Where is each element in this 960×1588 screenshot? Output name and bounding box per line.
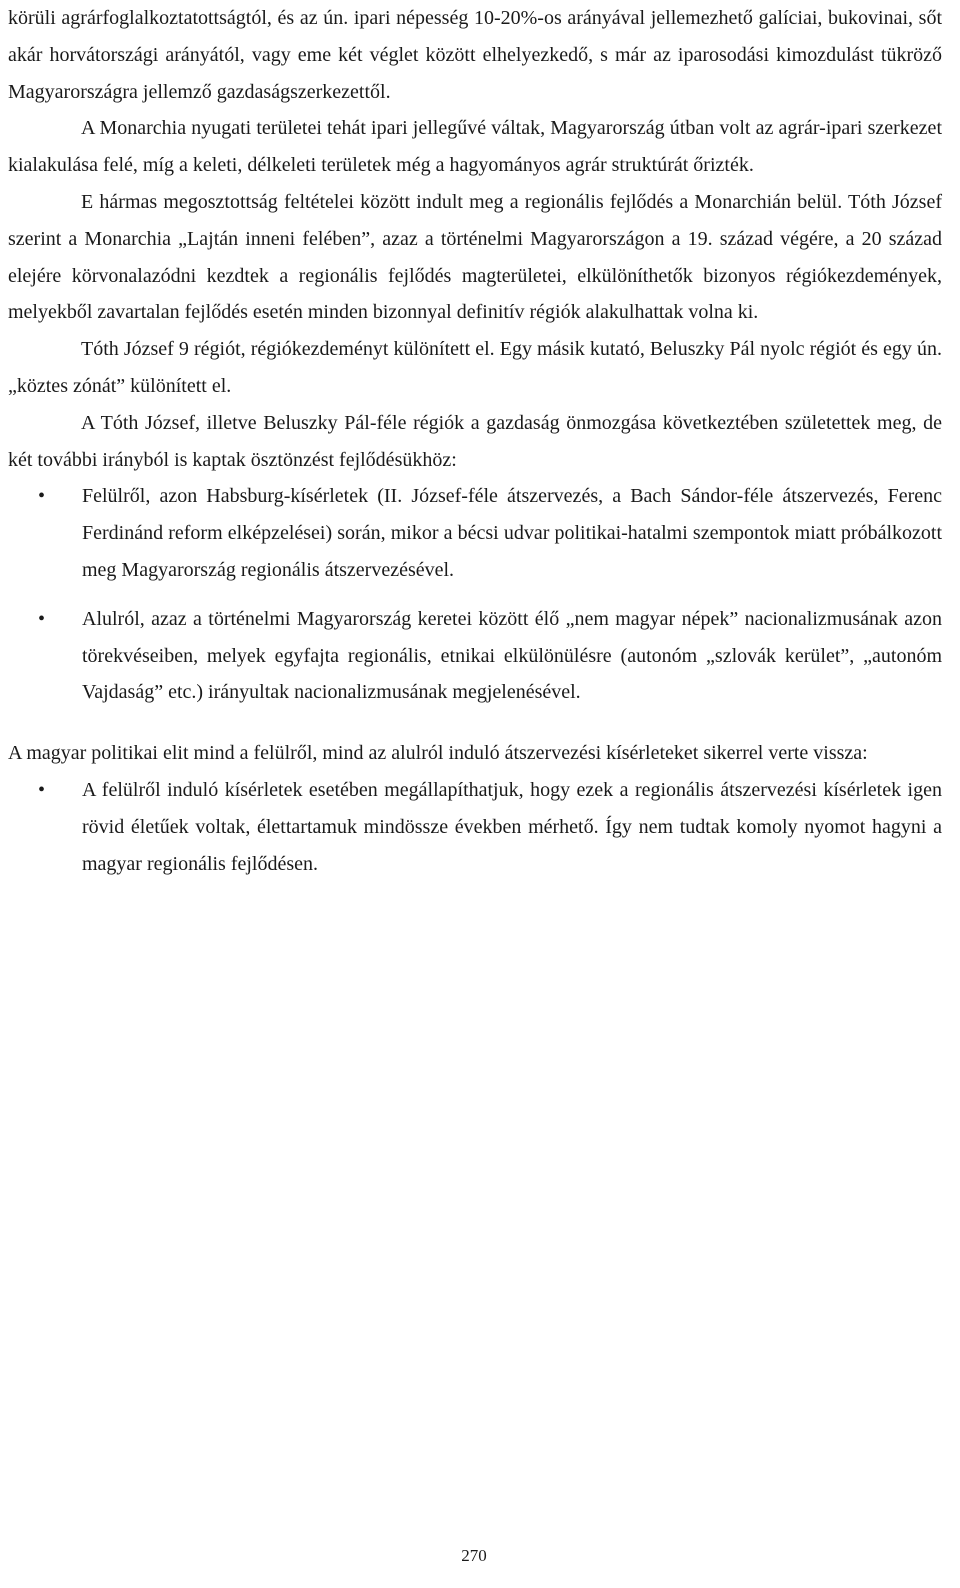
paragraph-regional-development: E hármas megosztottság feltételei között indult meg a regionális fejlődés a Monarchián belül. Tóth József szerint a Monarchia „Lajtán inneni felében”, azaz a történelmi Magyarországon a 19. század végére, a 20 század elejére körvonalazódni kezdtek a regionális fejlődés magterületei, elkülöníthetők bizonyos régiókezdemények, melyekből zavartalan fejlődés esetén minden bizonnyal definitív régiók alakulhattak volna ki.: [8, 190, 942, 324]
list-item: [8, 601, 942, 711]
paragraph-political-elite: A magyar politikai elit mind a felülről, mind az alulról induló átszervezési kísérleteket sikerrel verte vissza:: [8, 742, 868, 765]
list-item-text: Alulról, azaz a történelmi Magyarország keretei között élő „nem magyar népek” nacionalizmusának azon törekvéseiben, melyek egyfajta regionális, etnikai elkülönülésre (autonóm „szlovák kerület”, „autonóm Vajdaság” etc.) irányultak nacionalizmusának megjelenésével.: [82, 607, 942, 704]
page-number: 270: [461, 1546, 487, 1565]
bullet-list-directions: [8, 478, 942, 711]
document-page: [8, 0, 942, 882]
paragraph-regions-count: Tóth József 9 régiót, régiókezdeményt különített el. Egy másik kutató, Beluszky Pál nyolc régiót és egy ún. „köztes zónát” különített el.: [8, 338, 942, 397]
bullet-list-outcomes: [8, 772, 942, 882]
list-item: [8, 772, 942, 882]
paragraph-two-directions: A Tóth József, illetve Beluszky Pál-féle régiók a gazdaság önmozgása következtében születettek meg, de két további irányból is kaptak ösztönzést fejlődésükhöz:: [8, 411, 942, 471]
paragraph-monarchia-regions: A Monarchia nyugati területei tehát ipari jellegűvé váltak, Magyarország útban volt az agrár-ipari szerkezet kialakulása felé, míg a keleti, délkeleti területek még a hagyományos agrár struktúrát őrizték.: [8, 117, 942, 177]
paragraph-continuation: körüli agrárfoglalkoztatottságtól, és az ún. ipari népesség 10-20%-os arányával jellemezhető galíciai, bukovinai, sőt akár horvátországi arányától, vagy eme két véglet között elhelyezkedő, s már az iparosodási kimozdulást tükröző Magyarországra jellemző gazdaságszerkezettől.: [8, 7, 942, 103]
list-item-text: A felülről induló kísérletek esetében megállapíthatjuk, hogy ezek a regionális átszervezési kísérletek igen rövid életűek voltak, élettartamuk mindössze években mérhető. Így nem tudtak komoly nyomot hagyni a magyar regionális fejlődésen.: [82, 778, 942, 875]
bullet-icon: •: [38, 607, 46, 630]
list-item: [8, 478, 942, 588]
bullet-icon: •: [38, 485, 46, 508]
bullet-icon: •: [38, 778, 46, 801]
list-item-text: Felülről, azon Habsburg-kísérletek (II. József-féle átszervezés, a Bach Sándor-féle átszervezés, Ferenc Ferdinánd reform elképzelései) során, mikor a bécsi udvar politikai-hatalmi szempontok miatt próbálkozott meg Magyarország regionális átszervezésével.: [82, 485, 942, 581]
